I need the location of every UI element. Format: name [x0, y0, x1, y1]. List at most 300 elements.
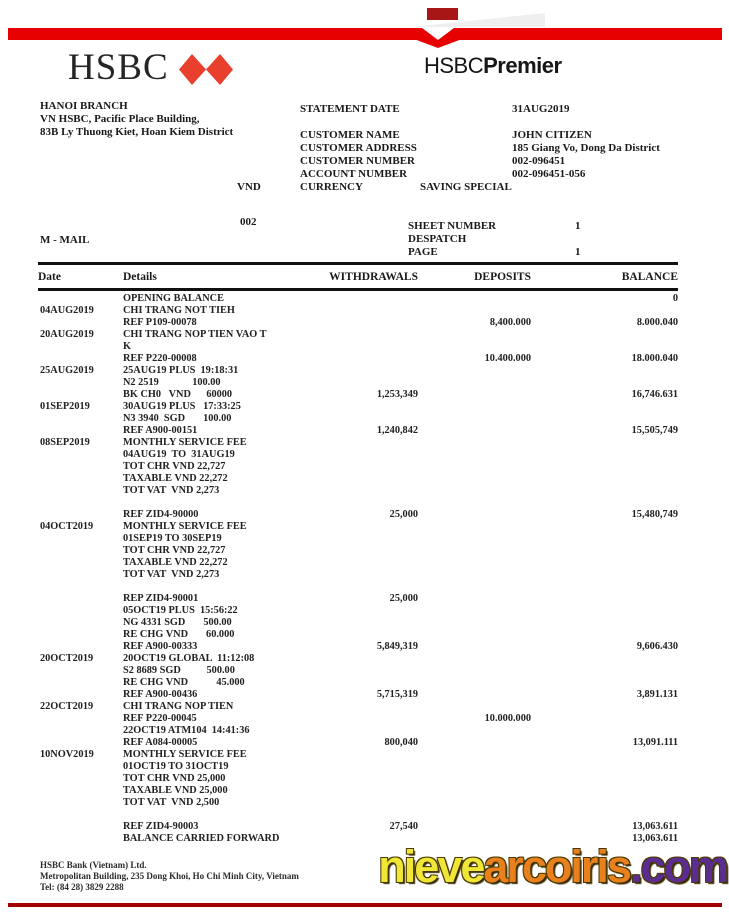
table-row: [38, 593, 678, 605]
transaction-balance: [531, 797, 678, 809]
bank-address: Metropolitan Building, 235 Dong Khoi, Ho Chi Minh City, Vietnam: [40, 871, 299, 881]
table-row: [38, 329, 678, 341]
transaction-details: S2 8689 SGD 500.00: [123, 665, 235, 676]
transaction-balance: [531, 761, 678, 773]
page-label: PAGE: [408, 246, 438, 258]
transaction-deposit: [418, 581, 531, 593]
transaction-deposit: [418, 665, 531, 677]
transaction-details: 04AUG19 TO 31AUG19: [123, 449, 235, 460]
transaction-withdrawal: [315, 677, 418, 689]
table-row: [38, 737, 678, 749]
transaction-balance: [531, 485, 678, 497]
account-number-label: ACCOUNT NUMBER: [300, 168, 408, 180]
table-row: [38, 461, 678, 473]
transaction-deposit: [418, 509, 531, 521]
transaction-date: 20OCT2019: [40, 653, 94, 664]
transaction-deposit: [418, 365, 531, 377]
transaction-withdrawal: 27,540: [389, 821, 418, 832]
table-row: [38, 341, 678, 353]
table-row: [38, 629, 678, 641]
transaction-balance: 13,063.611: [632, 833, 678, 844]
transaction-deposit: [418, 797, 531, 809]
branch-address-line1: VN HSBC, Pacific Place Building,: [40, 113, 200, 125]
transaction-balance: [531, 473, 678, 485]
statement-date-label: STATEMENT DATE: [300, 103, 400, 115]
transaction-withdrawal: 25,000: [389, 509, 418, 520]
transaction-deposit: [418, 449, 531, 461]
transaction-balance: [531, 701, 678, 713]
transaction-withdrawal: [315, 605, 418, 617]
transaction-withdrawal: [315, 353, 418, 365]
table-row: [38, 413, 678, 425]
transaction-deposit: 8,400.000: [489, 317, 531, 328]
transaction-withdrawal: [315, 413, 418, 425]
table-row: [38, 317, 678, 329]
customer-name-value: JOHN CITIZEN: [512, 129, 592, 141]
transaction-withdrawal: [315, 329, 418, 341]
transaction-date: [38, 497, 123, 509]
transaction-date: [38, 485, 123, 497]
transaction-details: 01OCT19 TO 31OCT19: [123, 761, 229, 772]
transaction-details: BK CH0 VND 60000: [123, 389, 233, 400]
transaction-deposit: [418, 305, 531, 317]
transaction-details: TAXABLE VND 25,000: [123, 785, 228, 796]
transaction-withdrawal: [315, 809, 418, 821]
transaction-deposit: [418, 761, 531, 773]
hsbc-logo: [68, 46, 233, 89]
transaction-withdrawal: [315, 797, 418, 809]
transaction-details: TOT VAT VND 2,273: [123, 569, 220, 580]
transaction-date: [38, 533, 123, 545]
transaction-balance: [531, 605, 678, 617]
transaction-date: [38, 545, 123, 557]
transaction-details: REF P109-00078: [123, 317, 197, 328]
table-row: [38, 485, 678, 497]
premier-bold-text: Premier: [483, 53, 562, 78]
transaction-balance: 0: [672, 293, 678, 304]
transaction-deposit: [418, 689, 531, 701]
transaction-date: [38, 377, 123, 389]
watermark-part3: .com: [629, 841, 727, 892]
hsbc-hexagon-icon: [179, 54, 233, 85]
table-row: [38, 437, 678, 449]
transaction-withdrawal: [315, 557, 418, 569]
bank-footer: [40, 860, 299, 893]
transaction-details: MONTHLY SERVICE FEE: [123, 521, 247, 532]
header-ribbon: [0, 0, 729, 52]
table-row: [38, 677, 678, 689]
transaction-details: MONTHLY SERVICE FEE: [123, 749, 247, 760]
transaction-date: 01SEP2019: [40, 401, 90, 412]
transaction-date: [38, 617, 123, 629]
transaction-date: [38, 473, 123, 485]
transaction-date: [38, 797, 123, 809]
transaction-withdrawal: 1,253,349: [376, 389, 418, 400]
transaction-date: [38, 809, 123, 821]
transaction-withdrawal: [315, 521, 418, 533]
transaction-details: 25AUG19 PLUS 19:18:31: [123, 365, 239, 376]
ribbon-bar: [8, 28, 722, 40]
transaction-deposit: [418, 521, 531, 533]
watermark-text: [378, 841, 727, 893]
transaction-date: [38, 677, 123, 689]
statement-date-value: 31AUG2019: [512, 103, 570, 115]
transaction-withdrawal: [315, 773, 418, 785]
transaction-deposit: [418, 677, 531, 689]
transaction-date: [38, 341, 123, 353]
transaction-withdrawal: [315, 305, 418, 317]
branch-address-line2: 83B Ly Thuong Kiet, Hoan Kiem District: [40, 126, 234, 138]
transaction-withdrawal: [315, 785, 418, 797]
transaction-withdrawal: [315, 761, 418, 773]
transaction-date: 04AUG2019: [40, 305, 94, 316]
transaction-details: REF P220-00045: [123, 713, 197, 724]
header-date: Date: [38, 271, 61, 283]
transaction-details: REF ZID4-90000: [123, 509, 199, 520]
transaction-balance: 9,606.430: [636, 641, 678, 652]
transaction-balance: [531, 713, 678, 725]
transaction-date: [38, 689, 123, 701]
transaction-deposit: [418, 725, 531, 737]
transaction-details: N3 3940 SGD 100.00: [123, 413, 232, 424]
transaction-balance: 16,746.631: [631, 389, 678, 400]
transaction-balance: [531, 413, 678, 425]
transaction-deposit: [418, 293, 531, 305]
transaction-deposit: [418, 545, 531, 557]
table-row: [38, 653, 678, 665]
sheet-number-label: SHEET NUMBER: [408, 220, 497, 232]
transaction-balance: [531, 341, 678, 353]
currency-value: SAVING SPECIAL: [420, 181, 512, 193]
transaction-deposit: [418, 641, 531, 653]
transaction-withdrawal: [315, 701, 418, 713]
header-withdrawals: WITHDRAWALS: [329, 271, 418, 283]
header-details: Details: [123, 271, 157, 283]
watermark-part1: nieve: [378, 841, 484, 892]
table-row: [38, 761, 678, 773]
transaction-details: NG 4331 SGD 500.00: [123, 617, 232, 628]
transaction-details: 22OCT19 ATM104 14:41:36: [123, 725, 250, 736]
transaction-date: [38, 833, 123, 845]
transaction-balance: [531, 581, 678, 593]
transaction-balance: [531, 449, 678, 461]
transaction-date: [38, 605, 123, 617]
table-row: [38, 545, 678, 557]
transaction-withdrawal: 25,000: [389, 593, 418, 604]
transaction-deposit: [418, 617, 531, 629]
ribbon-notch-red: [414, 39, 462, 48]
header-balance: BALANCE: [621, 271, 678, 283]
transaction-withdrawal: [315, 749, 418, 761]
customer-name-label: CUSTOMER NAME: [300, 129, 400, 141]
transaction-deposit: [418, 737, 531, 749]
transaction-balance: 13,091.111: [632, 737, 678, 748]
transaction-withdrawal: [315, 545, 418, 557]
transaction-balance: [531, 557, 678, 569]
transaction-withdrawal: [315, 497, 418, 509]
transaction-details: TAXABLE VND 22,272: [123, 557, 228, 568]
transaction-date: [38, 353, 123, 365]
transaction-deposit: [418, 389, 531, 401]
transaction-date: [38, 461, 123, 473]
transaction-details: N2 2519 100.00: [123, 377, 221, 388]
transaction-date: [38, 389, 123, 401]
transactions-body: [38, 291, 678, 845]
table-row: [38, 473, 678, 485]
transaction-date: 25AUG2019: [40, 365, 94, 376]
bottom-red-line: [8, 903, 722, 907]
table-row: [38, 449, 678, 461]
transaction-withdrawal: [315, 377, 418, 389]
page-number-value: 1: [575, 246, 581, 258]
transaction-balance: [531, 497, 678, 509]
transaction-deposit: [418, 437, 531, 449]
transaction-balance: [531, 437, 678, 449]
transaction-balance: [531, 677, 678, 689]
transaction-deposit: [418, 809, 531, 821]
transaction-deposit: [418, 701, 531, 713]
transaction-withdrawal: [315, 581, 418, 593]
transaction-deposit: [418, 785, 531, 797]
transaction-deposit: [418, 557, 531, 569]
transaction-date: [38, 425, 123, 437]
header-deposits: DEPOSITS: [474, 271, 531, 283]
transaction-details: REF P220-00008: [123, 353, 197, 364]
transaction-deposit: [418, 485, 531, 497]
customer-number-label: CUSTOMER NUMBER: [300, 155, 416, 167]
transaction-details: CHI TRANG NOP TIEN: [123, 701, 234, 712]
table-row: [38, 401, 678, 413]
transaction-date: 08SEP2019: [40, 437, 90, 448]
mail-code: 002: [240, 216, 257, 228]
transaction-deposit: [418, 497, 531, 509]
ribbon-fold-tag: [427, 8, 458, 20]
transaction-date: 22OCT2019: [40, 701, 94, 712]
transaction-withdrawal: 5,715,319: [376, 689, 418, 700]
transaction-date: [38, 569, 123, 581]
transaction-deposit: [418, 473, 531, 485]
transaction-balance: [531, 725, 678, 737]
transaction-details: REF A900-00333: [123, 641, 198, 652]
transaction-details: 05OCT19 PLUS 15:56:22: [123, 605, 238, 616]
table-row: [38, 293, 678, 305]
transaction-date: 20AUG2019: [40, 329, 94, 340]
transaction-details: CHI TRANG NOT TIEH: [123, 305, 235, 316]
account-number-value: 002-096451-056: [512, 168, 586, 180]
table-row: [38, 689, 678, 701]
transaction-date: [38, 557, 123, 569]
transaction-deposit: [418, 341, 531, 353]
transaction-balance: [531, 665, 678, 677]
premier-hsbc-text: HSBC: [424, 53, 484, 78]
transaction-details: 30AUG19 PLUS 17:33:25: [123, 401, 241, 412]
transaction-balance: 8.000.040: [636, 317, 678, 328]
transaction-details: TOT CHR VND 22,727: [123, 545, 226, 556]
table-row: [38, 785, 678, 797]
table-row: [38, 521, 678, 533]
transaction-date: [38, 665, 123, 677]
transaction-balance: [531, 617, 678, 629]
table-row: [38, 713, 678, 725]
transaction-balance: [531, 653, 678, 665]
bank-tel: Tel: (84 28) 3829 2288: [40, 882, 124, 892]
transaction-details: TOT CHR VND 22,727: [123, 461, 226, 472]
transaction-deposit: [418, 461, 531, 473]
transaction-balance: [531, 305, 678, 317]
transaction-balance: [531, 533, 678, 545]
transaction-details: 01SEP19 TO 30SEP19: [123, 533, 222, 544]
transaction-date: [38, 821, 123, 833]
transaction-details: TOT VAT VND 2,500: [123, 797, 220, 808]
bank-name: HSBC Bank (Vietnam) Ltd.: [40, 860, 147, 870]
transaction-date: 04OCT2019: [40, 521, 94, 532]
transaction-date: [38, 761, 123, 773]
transaction-balance: [531, 749, 678, 761]
transaction-balance: [531, 365, 678, 377]
transaction-date: [38, 413, 123, 425]
table-row: [38, 809, 678, 821]
transaction-withdrawal: [315, 365, 418, 377]
transaction-withdrawal: [315, 341, 418, 353]
transaction-date: [38, 449, 123, 461]
table-row: [38, 821, 678, 833]
transaction-withdrawal: [315, 725, 418, 737]
transaction-deposit: [418, 593, 531, 605]
transaction-deposit: [418, 401, 531, 413]
transaction-date: [38, 629, 123, 641]
transaction-details: REF A084-00005: [123, 737, 198, 748]
transaction-withdrawal: [315, 293, 418, 305]
transaction-balance: 13,063.611: [632, 821, 678, 832]
customer-number-value: 002-096451: [512, 155, 566, 167]
transaction-withdrawal: [315, 317, 418, 329]
transaction-deposit: [418, 569, 531, 581]
despatch-label: DESPATCH: [408, 233, 467, 245]
transaction-deposit: [418, 605, 531, 617]
table-row: [38, 641, 678, 653]
transaction-balance: [531, 809, 678, 821]
table-row: [38, 605, 678, 617]
transaction-details: K: [123, 341, 132, 352]
transaction-details: [123, 497, 315, 509]
table-row: [38, 665, 678, 677]
transaction-withdrawal: [315, 629, 418, 641]
transactions-table: [38, 262, 678, 845]
transaction-deposit: [418, 653, 531, 665]
transaction-details: TAXABLE VND 22,272: [123, 473, 228, 484]
transaction-details: TOT VAT VND 2,273: [123, 485, 220, 496]
transaction-balance: [531, 593, 678, 605]
transaction-withdrawal: [315, 461, 418, 473]
hsbc-wordmark: HSBC: [68, 47, 169, 88]
transaction-deposit: [418, 425, 531, 437]
transaction-balance: [531, 401, 678, 413]
transaction-withdrawal: [315, 533, 418, 545]
table-row: [38, 581, 678, 593]
table-row: [38, 797, 678, 809]
transaction-date: [38, 593, 123, 605]
transaction-deposit: [418, 533, 531, 545]
transaction-deposit: 10.000.000: [484, 713, 531, 724]
transaction-withdrawal: [315, 449, 418, 461]
transaction-date: [38, 293, 123, 305]
transaction-deposit: [418, 329, 531, 341]
customer-address-value: 185 Giang Vo, Dong Da District: [512, 142, 660, 154]
transaction-details: MONTHLY SERVICE FEE: [123, 437, 247, 448]
transaction-withdrawal: [315, 473, 418, 485]
transaction-details: 20OCT19 GLOBAL 11:12:08: [123, 653, 255, 664]
transaction-details: TOT CHR VND 25,000: [123, 773, 226, 784]
table-row: [38, 725, 678, 737]
transaction-details: CHI TRANG NOP TIEN VAO T: [123, 329, 267, 340]
branch-name: HANOI BRANCH: [40, 100, 128, 112]
table-header-row: [38, 262, 678, 291]
table-row: [38, 773, 678, 785]
transaction-details: REF ZID4-90003: [123, 821, 199, 832]
table-row: [38, 353, 678, 365]
transaction-details: REF A900-00151: [123, 425, 198, 436]
transaction-details: RE CHG VND 60.000: [123, 629, 235, 640]
table-row: [38, 509, 678, 521]
transaction-date: [38, 581, 123, 593]
transaction-withdrawal: [315, 653, 418, 665]
table-row: [38, 365, 678, 377]
transaction-balance: 15,480,749: [631, 509, 678, 520]
transaction-details: [123, 809, 315, 821]
transaction-withdrawal: 5,849,319: [376, 641, 418, 652]
transaction-date: [38, 713, 123, 725]
transaction-balance: [531, 629, 678, 641]
transaction-withdrawal: 1,240,842: [376, 425, 418, 436]
transaction-date: [38, 785, 123, 797]
transaction-balance: [531, 521, 678, 533]
transaction-deposit: [418, 773, 531, 785]
transaction-date: [38, 725, 123, 737]
table-row: [38, 533, 678, 545]
transaction-withdrawal: 800,040: [384, 737, 418, 748]
transaction-withdrawal: [315, 437, 418, 449]
currency-code: VND: [237, 181, 261, 193]
transaction-details: RE CHG VND 45.000: [123, 677, 245, 688]
transaction-details: BALANCE CARRIED FORWARD: [123, 833, 280, 844]
table-row: [38, 701, 678, 713]
branch-address: [40, 100, 233, 139]
transaction-details: OPENING BALANCE: [123, 293, 224, 304]
hsbc-premier-logo: [424, 53, 562, 79]
transaction-date: [38, 509, 123, 521]
transaction-details: [123, 581, 315, 593]
transaction-balance: 15,505,749: [631, 425, 678, 436]
table-row: [38, 389, 678, 401]
customer-address-label: CUSTOMER ADDRESS: [300, 142, 417, 154]
transaction-date: [38, 317, 123, 329]
table-row: [38, 377, 678, 389]
transaction-balance: 18.000.040: [631, 353, 678, 364]
table-row: [38, 557, 678, 569]
transaction-balance: [531, 773, 678, 785]
table-row: [38, 569, 678, 581]
transaction-deposit: [418, 821, 531, 833]
table-row: [38, 305, 678, 317]
transaction-deposit: [418, 377, 531, 389]
transaction-balance: 3,891.131: [636, 689, 678, 700]
transaction-deposit: [418, 749, 531, 761]
transaction-withdrawal: [315, 665, 418, 677]
transaction-deposit: [418, 629, 531, 641]
transaction-date: 10NOV2019: [40, 749, 94, 760]
transaction-withdrawal: [315, 569, 418, 581]
table-row: [38, 617, 678, 629]
